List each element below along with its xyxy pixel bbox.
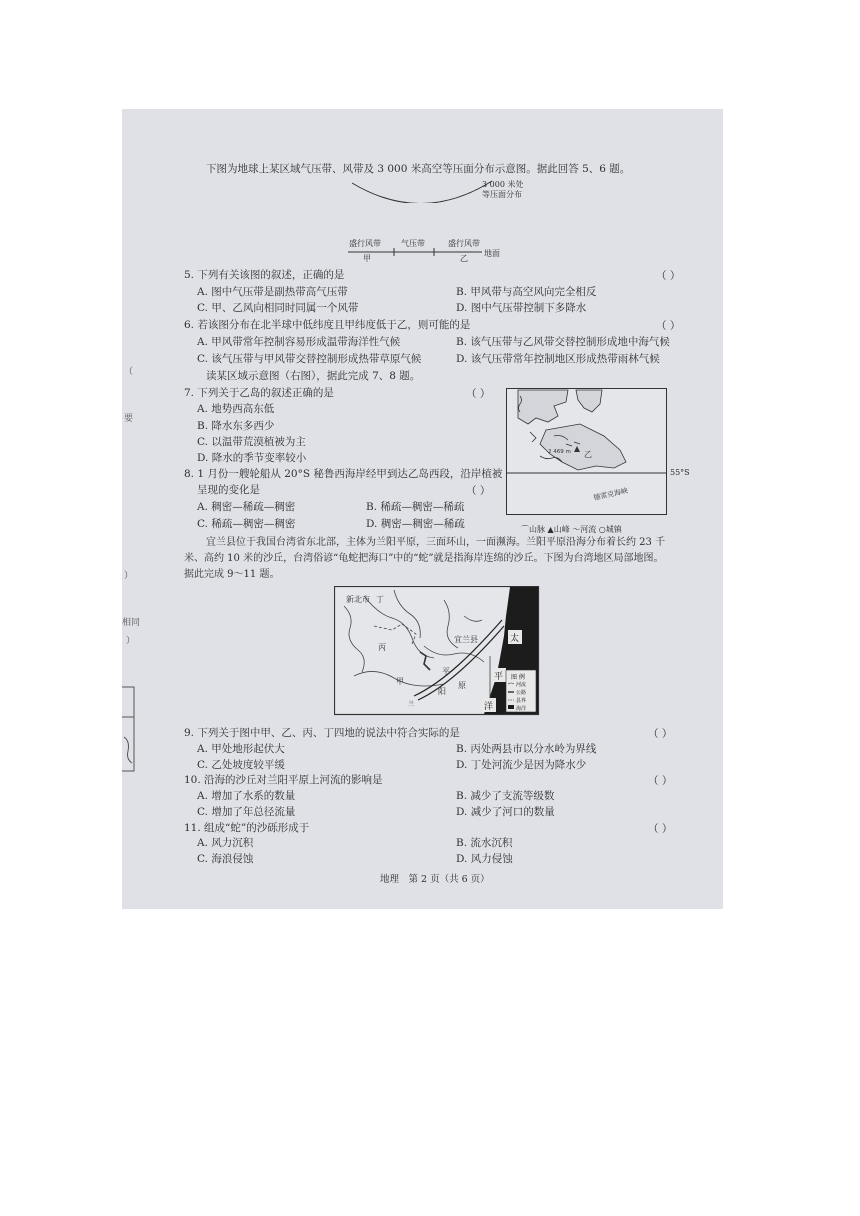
- option-c: C. 稀疏—稠密—稠密: [197, 518, 296, 530]
- option-d: D. 稠密—稠密—稀疏: [366, 518, 465, 530]
- question-6: 6. 若该图分布在北半球中低纬度且甲纬度低于乙，则可能的是: [184, 319, 471, 331]
- edge-mark: （: [124, 367, 134, 377]
- edge-figure: [122, 685, 136, 775]
- option-c: C. 增加了年总径流量: [197, 806, 296, 818]
- answer-blank: （ ）: [648, 823, 673, 835]
- island-yi: 乙: [584, 450, 592, 459]
- taiwan-map: [334, 586, 540, 716]
- intro-text: 宜兰县位于我国台湾省东北部，主体为兰阳平原，三面环山，一面濒海。兰阳平原沿海分布着长约 23 千: [206, 537, 666, 548]
- option-b: B. 该气压带与乙风带交替控制形成地中海气候: [456, 336, 670, 348]
- option-d: D. 该气压带常年控制地区形成热带雨林气候: [456, 353, 660, 365]
- isobar-label: 等压面分布: [482, 190, 522, 199]
- option-c: C. 乙处坡度较平缓: [197, 759, 285, 771]
- label-yuan: 原: [458, 681, 466, 690]
- point-yi: 乙: [460, 254, 468, 263]
- option-d: D. 图中气压带控制下多降水: [456, 302, 587, 314]
- option-b: B. 流水沉积: [456, 837, 513, 849]
- option-b: B. 甲风带与高空风向完全相反: [456, 286, 597, 298]
- option-a: A. 图中气压带是副热带高气压带: [197, 286, 348, 298]
- exam-page: [122, 109, 723, 909]
- option-b: B. 丙处两县市以分水岭为界线: [456, 743, 597, 755]
- point-jia: 甲: [363, 254, 371, 263]
- label-bing: 丙: [378, 643, 386, 652]
- peak-elevation: 2 469 m: [548, 449, 571, 455]
- answer-blank: （ ）: [648, 728, 673, 740]
- ground-label: 地面: [484, 249, 500, 258]
- label-tai: 太: [510, 634, 520, 644]
- answer-blank: （ ）: [656, 320, 681, 332]
- option-a: A. 稠密—稀疏—稠密: [197, 501, 296, 513]
- option-a: A. 甲风带常年控制容易形成温带海洋性气候: [197, 336, 401, 348]
- edge-mark: ）: [124, 571, 134, 581]
- label-yang: 阳: [438, 687, 446, 696]
- question-8-cont: 呈现的变化是: [197, 484, 260, 496]
- label-yilan: 宜兰县: [454, 635, 478, 644]
- belt-label-right: 盛行风带: [448, 239, 480, 248]
- legend-title: 图 例: [511, 674, 525, 681]
- isobar-curve: [348, 173, 498, 203]
- option-a: A. 地势西高东低: [197, 403, 275, 415]
- strait-label: 德雷克海峡: [592, 486, 629, 502]
- page-footer: 地理 第 2 页（共 6 页）: [380, 874, 490, 885]
- intro-text: 据此完成 9～11 题。: [184, 569, 280, 580]
- option-a: A. 甲处地形起伏大: [197, 743, 285, 755]
- mountain-icon: ⌒: [521, 525, 529, 534]
- option-d: D. 降水的季节变率较小: [197, 452, 307, 464]
- intro-text: 下图为地球上某区域气压带、风带及 3 000 米高空等压面分布示意图。据此回答 5、6 题。: [206, 163, 631, 175]
- option-c: C. 海浪侵蚀: [197, 853, 254, 865]
- option-d: D. 减少了河口的数量: [456, 806, 555, 818]
- map-legend: ⌒山脉 ▲山峰 〜河流 ○城镇: [521, 525, 622, 534]
- question-8: 8. 1 月份一艘轮船从 20°S 秘鲁西海岸经甲到达乙岛西段，沿岸植被: [184, 468, 503, 480]
- legend-border: 县界: [516, 698, 527, 704]
- option-b: B. 降水东多西少: [197, 420, 275, 432]
- option-d: D. 风力侵蚀: [456, 853, 513, 865]
- intro-text: 读某区域示意图（右图），据此完成 7、8 题。: [206, 370, 421, 382]
- answer-blank: （ ）: [466, 388, 491, 400]
- answer-blank: （ ）: [656, 270, 681, 282]
- edge-mark: ）: [126, 636, 136, 646]
- option-d: D. 丁处河流少是因为降水少: [456, 759, 587, 771]
- option-c: C. 以温带荒漠植被为主: [197, 436, 306, 448]
- region-map: [506, 388, 668, 518]
- edge-mark: 要: [124, 414, 134, 424]
- option-c: C. 该气压带与甲风带交替控制形成热带草原气候: [197, 353, 422, 365]
- label-ping: 平: [442, 667, 450, 676]
- question-10: 10. 沿海的沙丘对兰阳平原上河流的影响是: [184, 774, 383, 786]
- question-7: 7. 下列关于乙岛的叙述正确的是: [184, 387, 334, 399]
- belt-label-left: 盛行风带: [349, 239, 381, 248]
- label-lan: 兰: [408, 701, 415, 708]
- question-11: 11. 组成“蛇”的沙砾形成于: [184, 822, 310, 834]
- option-a: A. 风力沉积: [197, 837, 254, 849]
- label-ping2: 平: [494, 672, 504, 682]
- legend-ocean: 海洋: [516, 706, 527, 712]
- legend-river: 河流: [516, 682, 527, 688]
- legend-road: 公路: [516, 690, 527, 696]
- answer-blank: （ ）: [648, 775, 673, 787]
- latitude-label: 55°S: [670, 468, 690, 477]
- question-9: 9. 下列关于图中甲、乙、丙、丁四地的说法中符合实际的是: [184, 727, 460, 739]
- belt-label-mid: 气压带: [401, 239, 425, 248]
- option-c: C. 甲、乙风向相同时同属一个风带: [197, 302, 359, 314]
- option-b: B. 稀疏—稠密—稀疏: [366, 501, 465, 513]
- edge-mark: 相同: [122, 618, 141, 628]
- label-ding: 丁: [376, 595, 384, 604]
- option-a: A. 增加了水系的数量: [197, 790, 296, 802]
- label-yang2: 洋: [484, 702, 494, 712]
- intro-text: 米、高约 10 米的沙丘，台湾俗谚“龟蛇把海口”中的“蛇”就是指海岸连绵的沙丘。下图为台湾地区局部地图。: [184, 553, 664, 564]
- isobar-label: 3 000 米处: [482, 180, 524, 189]
- option-b: B. 减少了支流等级数: [456, 790, 555, 802]
- label-xinbei: 新北市: [346, 595, 370, 604]
- answer-blank: （ ）: [466, 485, 491, 497]
- label-jia: 甲: [396, 677, 404, 686]
- question-5: 5. 下列有关该图的叙述，正确的是: [184, 269, 345, 281]
